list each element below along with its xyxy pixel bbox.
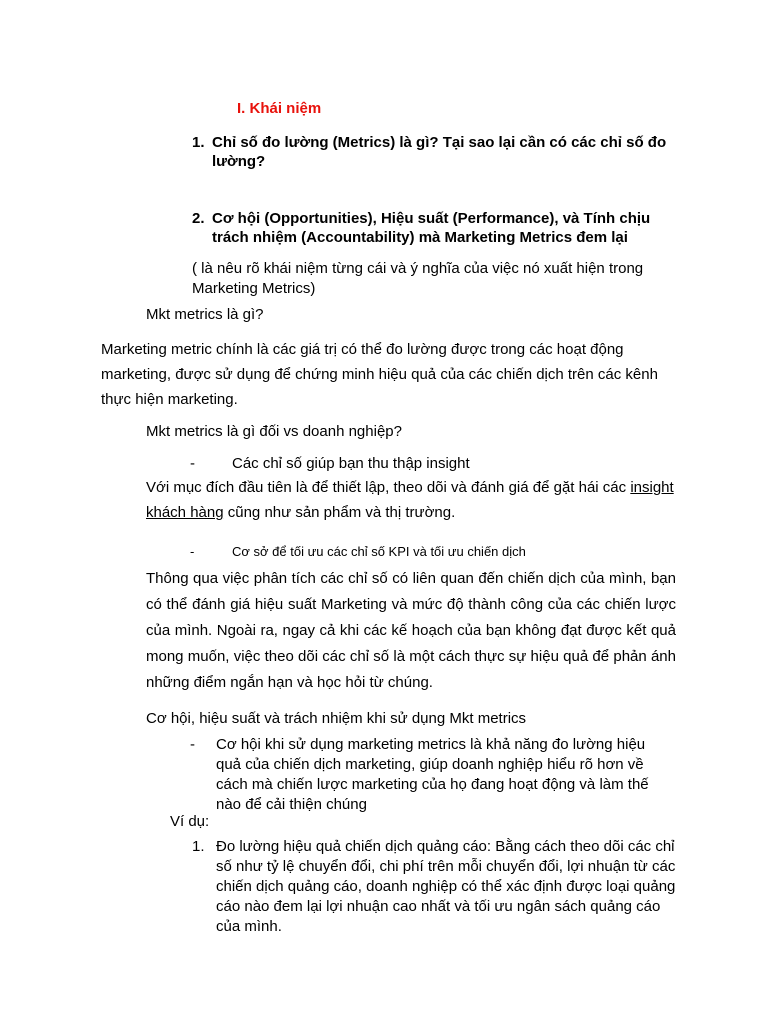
question-1 bbox=[192, 133, 672, 171]
question-1-text: Chỉ số đo lường (Metrics) là gì? Tại sao lại cần có các chỉ số đo lường? bbox=[212, 134, 667, 170]
question-2-text: Cơ hội (Opportunities), Hiệu suất (Performance), và Tính chịu trách nhiệm (Accountability) mà Marketing Metrics đem lại bbox=[212, 210, 651, 246]
subheading-opportunities: Cơ hội, hiệu suất và trách nhiệm khi sử dụng Mkt metrics bbox=[146, 710, 527, 727]
question-2-number: 2. bbox=[192, 210, 205, 227]
subheading-business: Mkt metrics là gì đối vs doanh nghiệp? bbox=[146, 423, 402, 440]
section-heading: I. Khái niệm bbox=[237, 100, 322, 117]
subheading-mkt-metrics: Mkt metrics là gì? bbox=[146, 306, 264, 323]
question-1-number: 1. bbox=[192, 134, 205, 151]
bullet-opportunity-text: Cơ hội khi sử dụng marketing metrics là khả năng đo lường hiệu quả của chiến dịch marketing, giúp doanh nghiệp hiểu rõ hơn về cách mà chiến lược marketing của họ đang hoạt động và làm thế nào để cải thiện chúng bbox=[216, 736, 649, 813]
bullet-dash: - bbox=[190, 544, 195, 559]
question-2 bbox=[192, 209, 682, 247]
insight-text-after: cũng như sản phẩm và thị trường. bbox=[223, 504, 456, 521]
bullet-insight bbox=[190, 454, 670, 474]
kpi-paragraph: Thông qua việc phân tích các chỉ số có liên quan đến chiến dịch của mình, bạn có thể đánh giá hiệu suất Marketing và mức độ thành công của các chiến lược của mình. Ngoài ra, ngay cả khi các kế hoạch của bạn không đạt được kết quả mong muốn, việc theo dõi các chỉ số là một cách thực sự hiệu quả để phản ánh những điểm ngắn hạn và học hỏi từ chúng. bbox=[146, 570, 676, 691]
example-item-number: 1. bbox=[192, 838, 205, 855]
bullet-kpi-text: Cơ sở để tối ưu các chỉ số KPI và tối ưu chiến dịch bbox=[232, 544, 526, 559]
insight-text-before: Với mục đích đầu tiên là để thiết lập, theo dõi và đánh giá để gặt hái các bbox=[146, 479, 631, 496]
insight-paragraph bbox=[146, 475, 676, 525]
bullet-opportunity bbox=[190, 735, 670, 815]
example-label: Ví dụ: bbox=[170, 813, 210, 830]
example-item-1 bbox=[192, 837, 682, 937]
bullet-dash: - bbox=[190, 736, 195, 753]
definition-paragraph: Marketing metric chính là các giá trị có thể đo lường được trong các hoạt động marketing, được sử dụng để chứng minh hiệu quả của các chiến dịch trên các kênh thực hiện marketing. bbox=[101, 341, 658, 408]
bullet-insight-text: Các chỉ số giúp bạn thu thập insight bbox=[232, 455, 470, 472]
example-item-text: Đo lường hiệu quả chiến dịch quảng cáo: Bằng cách theo dõi các chỉ số như tỷ lệ chuyển đổi, chi phí trên mỗi chuyển đổi, lợi nhuận từ các chiến dịch quảng cáo, doanh nghiệp có thể xác định được loại quảng cáo nào đem lại lợi nhuận cao nhất và tối ưu ngân sách quảng cáo của mình. bbox=[216, 838, 676, 935]
insight-link[interactable]: insight khách hàng bbox=[146, 479, 674, 521]
bullet-kpi bbox=[190, 543, 670, 561]
note-paragraph: ( là nêu rõ khái niệm từng cái và ý nghĩa của việc nó xuất hiện trong Marketing Metrics) bbox=[192, 260, 644, 297]
bullet-dash: - bbox=[190, 455, 195, 472]
